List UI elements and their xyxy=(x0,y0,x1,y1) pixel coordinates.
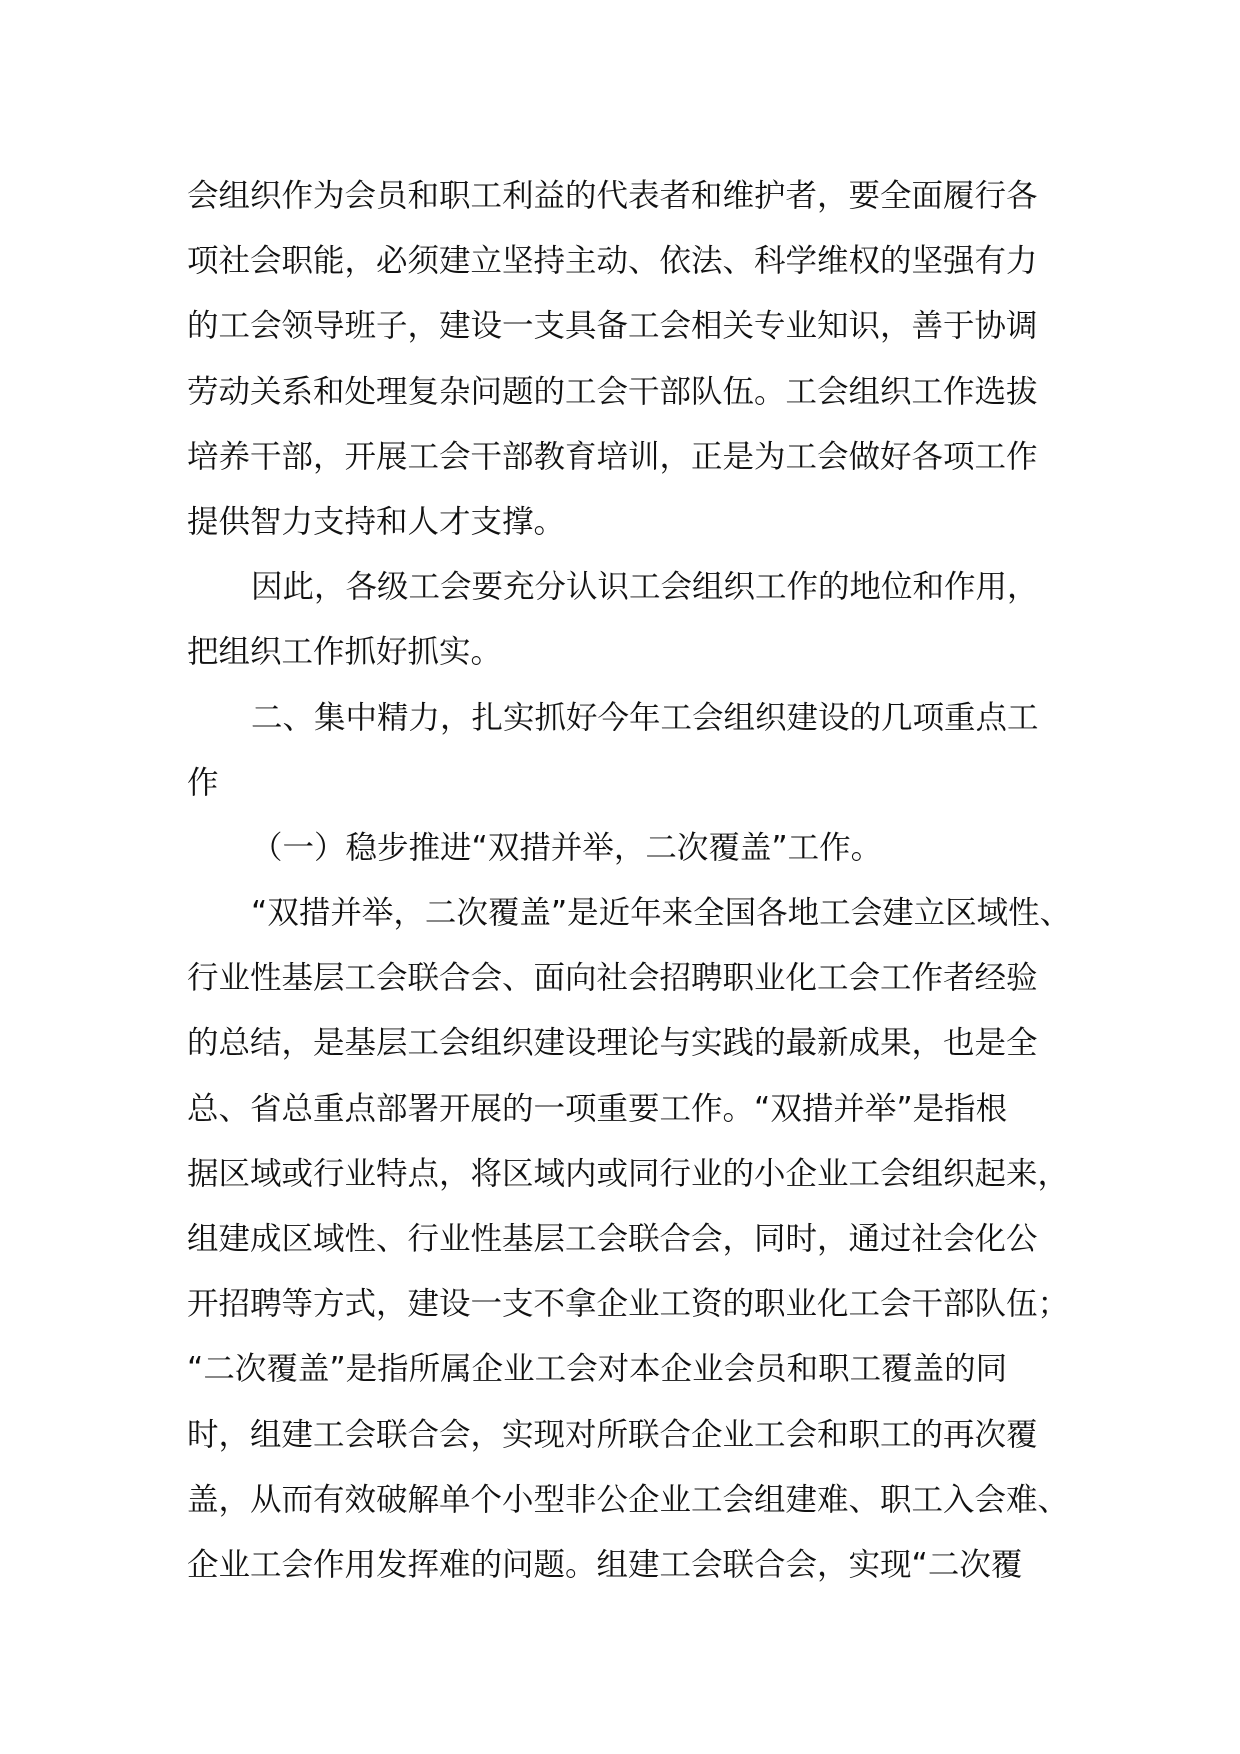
text-line: 开招聘等方式，建设一支不拿企业工资的职业化工会干部队伍； xyxy=(187,1286,1070,1323)
subsection-heading: （一）稳步推进“双措并举，二次覆盖”工作。 xyxy=(251,829,883,866)
paragraph-first-line: 因此，各级工会要充分认识工会组织工作的地位和作用， xyxy=(251,569,1039,606)
text-line: 据区域或行业特点，将区域内或同行业的小企业工会组织起来， xyxy=(187,1155,1070,1192)
text-line: 培养干部，开展工会干部教育培训，正是为工会做好各项工作 xyxy=(187,438,1038,475)
section-heading: 二、集中精力，扎实抓好今年工会组织建设的几项重点工 xyxy=(251,699,1039,736)
document-body xyxy=(187,164,1087,1598)
text-line: 的工会领导班子，建设一支具备工会相关专业知识，善于协调 xyxy=(187,308,1038,345)
section-heading-continuation: 作 xyxy=(187,764,219,801)
text-line: 提供智力支持和人才支撑。 xyxy=(187,503,566,540)
text-line: 把组织工作抓好抓实。 xyxy=(187,634,503,671)
text-line: 总、省总重点部署开展的一项重要工作。“双措并举”是指根 xyxy=(187,1090,1008,1127)
text-line: 行业性基层工会联合会、面向社会招聘职业化工会工作者经验 xyxy=(187,960,1038,997)
text-line: 项社会职能，必须建立坚持主动、依法、科学维权的坚强有力 xyxy=(187,243,1038,280)
text-line: 企业工会作用发挥难的问题。组建工会联合会，实现“二次覆 xyxy=(187,1546,1023,1583)
text-line: 组建成区域性、行业性基层工会联合会，同时，通过社会化公 xyxy=(187,1221,1038,1257)
text-line: 的总结，是基层工会组织建设理论与实践的最新成果，也是全 xyxy=(187,1025,1038,1062)
text-line: 盖，从而有效破解单个小型非公企业工会组建难、职工入会难、 xyxy=(187,1481,1070,1518)
text-line: 会组织作为会员和职工利益的代表者和维护者，要全面履行各 xyxy=(187,178,1038,214)
paragraph-first-line: “双措并举，二次覆盖”是近年来全国各地工会建立区域性、 xyxy=(251,895,1072,932)
text-line: 劳动关系和处理复杂问题的工会干部队伍。工会组织工作选拔 xyxy=(187,373,1038,410)
text-line: 时，组建工会联合会，实现对所联合企业工会和职工的再次覆 xyxy=(187,1416,1038,1453)
text-line: “二次覆盖”是指所属企业工会对本企业会员和职工覆盖的同 xyxy=(187,1351,1008,1388)
